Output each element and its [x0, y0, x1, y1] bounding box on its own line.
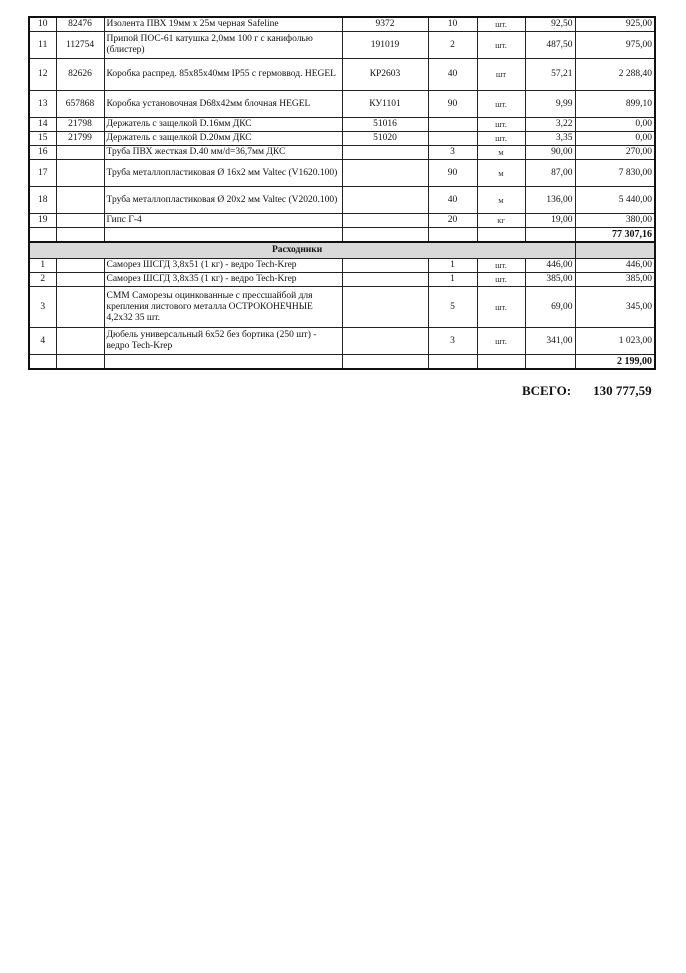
- item-code: 82476: [56, 17, 104, 32]
- table-row: [29, 32, 655, 59]
- item-unit: шт.: [477, 259, 525, 273]
- table-row: [29, 118, 655, 132]
- item-sum: 7 830,00: [575, 160, 655, 187]
- consumables-total-row: [29, 355, 655, 370]
- item-code: 21798: [56, 118, 104, 132]
- item-price: 9,99: [525, 91, 575, 118]
- item-price: 385,00: [525, 273, 575, 287]
- item-price: 446,00: [525, 259, 575, 273]
- table-row: [29, 17, 655, 32]
- table-row: [29, 187, 655, 214]
- item-sum: 0,00: [575, 132, 655, 146]
- item-name: Припой ПОС-61 катушка 2,0мм 100 г с канифолью (блистер): [104, 32, 342, 59]
- row-number: 1: [29, 259, 56, 273]
- item-price: 90,00: [525, 146, 575, 160]
- item-name: Труба металлопластиковая Ø 16x2 мм Valtec (V1620.100): [104, 160, 342, 187]
- item-quantity: 90: [428, 160, 477, 187]
- item-name: Изолента ПВХ 19мм х 25м черная Safeline: [104, 17, 342, 32]
- item-article: 51020: [342, 132, 428, 146]
- table-row: [29, 287, 655, 328]
- item-code: [56, 273, 104, 287]
- row-number: 19: [29, 214, 56, 228]
- item-sum: 446,00: [575, 259, 655, 273]
- row-number: 18: [29, 187, 56, 214]
- item-unit: шт.: [477, 287, 525, 328]
- table-row: [29, 160, 655, 187]
- item-article: [342, 259, 428, 273]
- item-code: 112754: [56, 32, 104, 59]
- item-name: Коробка установочная D68x42мм блочная HEGEL: [104, 91, 342, 118]
- table-row: [29, 146, 655, 160]
- item-sum: 345,00: [575, 287, 655, 328]
- grand-total-value: 130 777,59: [593, 383, 652, 398]
- item-unit: шт.: [477, 273, 525, 287]
- item-unit: шт: [477, 59, 525, 91]
- item-quantity: 20: [428, 214, 477, 228]
- estimate-table: [28, 16, 656, 370]
- item-sum: 2 288,40: [575, 59, 655, 91]
- item-quantity: 10: [428, 17, 477, 32]
- item-name: Держатель с защелкой D.16мм ДКС: [104, 118, 342, 132]
- main-total-value: 77 307,16: [575, 228, 655, 243]
- consumables-total-value: 2 199,00: [575, 355, 655, 370]
- item-price: 69,00: [525, 287, 575, 328]
- row-number: 2: [29, 273, 56, 287]
- item-article: [342, 273, 428, 287]
- item-article: КУ1101: [342, 91, 428, 118]
- item-code: [56, 214, 104, 228]
- item-quantity: 3: [428, 328, 477, 355]
- item-name: Дюбель универсальный 6х52 без бортика (250 шт) - ведро Tech-Krep: [104, 328, 342, 355]
- row-number: 10: [29, 17, 56, 32]
- item-article: [342, 287, 428, 328]
- item-price: 487,50: [525, 32, 575, 59]
- item-sum: 1 023,00: [575, 328, 655, 355]
- item-name: Труба ПВХ жесткая D.40 мм/d=36,7мм ДКС: [104, 146, 342, 160]
- item-code: [56, 187, 104, 214]
- item-quantity: 2: [428, 32, 477, 59]
- row-number: 17: [29, 160, 56, 187]
- item-unit: шт.: [477, 132, 525, 146]
- item-sum: 975,00: [575, 32, 655, 59]
- item-name: Труба металлопластиковая Ø 20x2 мм Valtec (V2020.100): [104, 187, 342, 214]
- item-article: 9372: [342, 17, 428, 32]
- row-number: 11: [29, 32, 56, 59]
- item-code: [56, 259, 104, 273]
- table-row: [29, 259, 655, 273]
- item-quantity: [428, 118, 477, 132]
- item-price: 3,35: [525, 132, 575, 146]
- section-header-consumables: [29, 242, 655, 259]
- item-price: 19,00: [525, 214, 575, 228]
- item-name: Саморез ШСГД 3,8х35 (1 кг) - ведро Tech-Krep: [104, 273, 342, 287]
- item-price: 3,22: [525, 118, 575, 132]
- item-article: [342, 160, 428, 187]
- item-article: [342, 187, 428, 214]
- item-code: [56, 328, 104, 355]
- item-sum: 270,00: [575, 146, 655, 160]
- consumables-items-body: [29, 259, 655, 355]
- item-article: [342, 214, 428, 228]
- item-sum: 925,00: [575, 17, 655, 32]
- item-unit: шт.: [477, 118, 525, 132]
- item-code: [56, 160, 104, 187]
- row-number: 15: [29, 132, 56, 146]
- main-total-row: [29, 228, 655, 243]
- item-quantity: [428, 132, 477, 146]
- table-row: [29, 132, 655, 146]
- item-article: 191019: [342, 32, 428, 59]
- item-quantity: 5: [428, 287, 477, 328]
- item-code: 82626: [56, 59, 104, 91]
- item-code: 21799: [56, 132, 104, 146]
- item-code: [56, 146, 104, 160]
- item-price: 341,00: [525, 328, 575, 355]
- item-unit: м: [477, 146, 525, 160]
- item-article: [342, 146, 428, 160]
- item-sum: 0,00: [575, 118, 655, 132]
- row-number: 14: [29, 118, 56, 132]
- item-unit: шт.: [477, 32, 525, 59]
- table-row: [29, 273, 655, 287]
- grand-total: [522, 383, 652, 399]
- item-price: 57,21: [525, 59, 575, 91]
- item-quantity: 90: [428, 91, 477, 118]
- row-number: 12: [29, 59, 56, 91]
- item-name: СММ Саморезы оцинкованные с прессшайбой для крепления листового металла ОСТРОКОНЕЧНЫЕ 4,2х32 35 шт.: [104, 287, 342, 328]
- row-number: 3: [29, 287, 56, 328]
- item-sum: 899,10: [575, 91, 655, 118]
- item-sum: 380,00: [575, 214, 655, 228]
- item-article: КР2603: [342, 59, 428, 91]
- grand-total-label: ВСЕГО:: [522, 383, 572, 398]
- table-row: [29, 91, 655, 118]
- item-price: 92,50: [525, 17, 575, 32]
- main-items-body: [29, 17, 655, 228]
- item-quantity: 40: [428, 187, 477, 214]
- row-number: 4: [29, 328, 56, 355]
- item-name: Саморез ШСГД 3,8х51 (1 кг) - ведро Tech-Krep: [104, 259, 342, 273]
- item-sum: 385,00: [575, 273, 655, 287]
- item-quantity: 3: [428, 146, 477, 160]
- item-name: Коробка распред. 85х85х40мм IP55 с гермоввод. HEGEL: [104, 59, 342, 91]
- table-row: [29, 59, 655, 91]
- item-price: 87,00: [525, 160, 575, 187]
- section-title: Расходники: [29, 242, 575, 259]
- item-code: 657868: [56, 91, 104, 118]
- item-article: 51016: [342, 118, 428, 132]
- item-code: [56, 287, 104, 328]
- item-price: 136,00: [525, 187, 575, 214]
- item-quantity: 1: [428, 273, 477, 287]
- item-article: [342, 328, 428, 355]
- item-quantity: 1: [428, 259, 477, 273]
- item-name: Гипс Г-4: [104, 214, 342, 228]
- item-unit: шт.: [477, 17, 525, 32]
- row-number: 16: [29, 146, 56, 160]
- item-unit: шт.: [477, 91, 525, 118]
- item-unit: м: [477, 160, 525, 187]
- item-sum: 5 440,00: [575, 187, 655, 214]
- table-row: [29, 328, 655, 355]
- item-quantity: 40: [428, 59, 477, 91]
- item-name: Держатель с защелкой D.20мм ДКС: [104, 132, 342, 146]
- item-unit: шт.: [477, 328, 525, 355]
- table-row: [29, 214, 655, 228]
- item-unit: кг: [477, 214, 525, 228]
- item-unit: м: [477, 187, 525, 214]
- row-number: 13: [29, 91, 56, 118]
